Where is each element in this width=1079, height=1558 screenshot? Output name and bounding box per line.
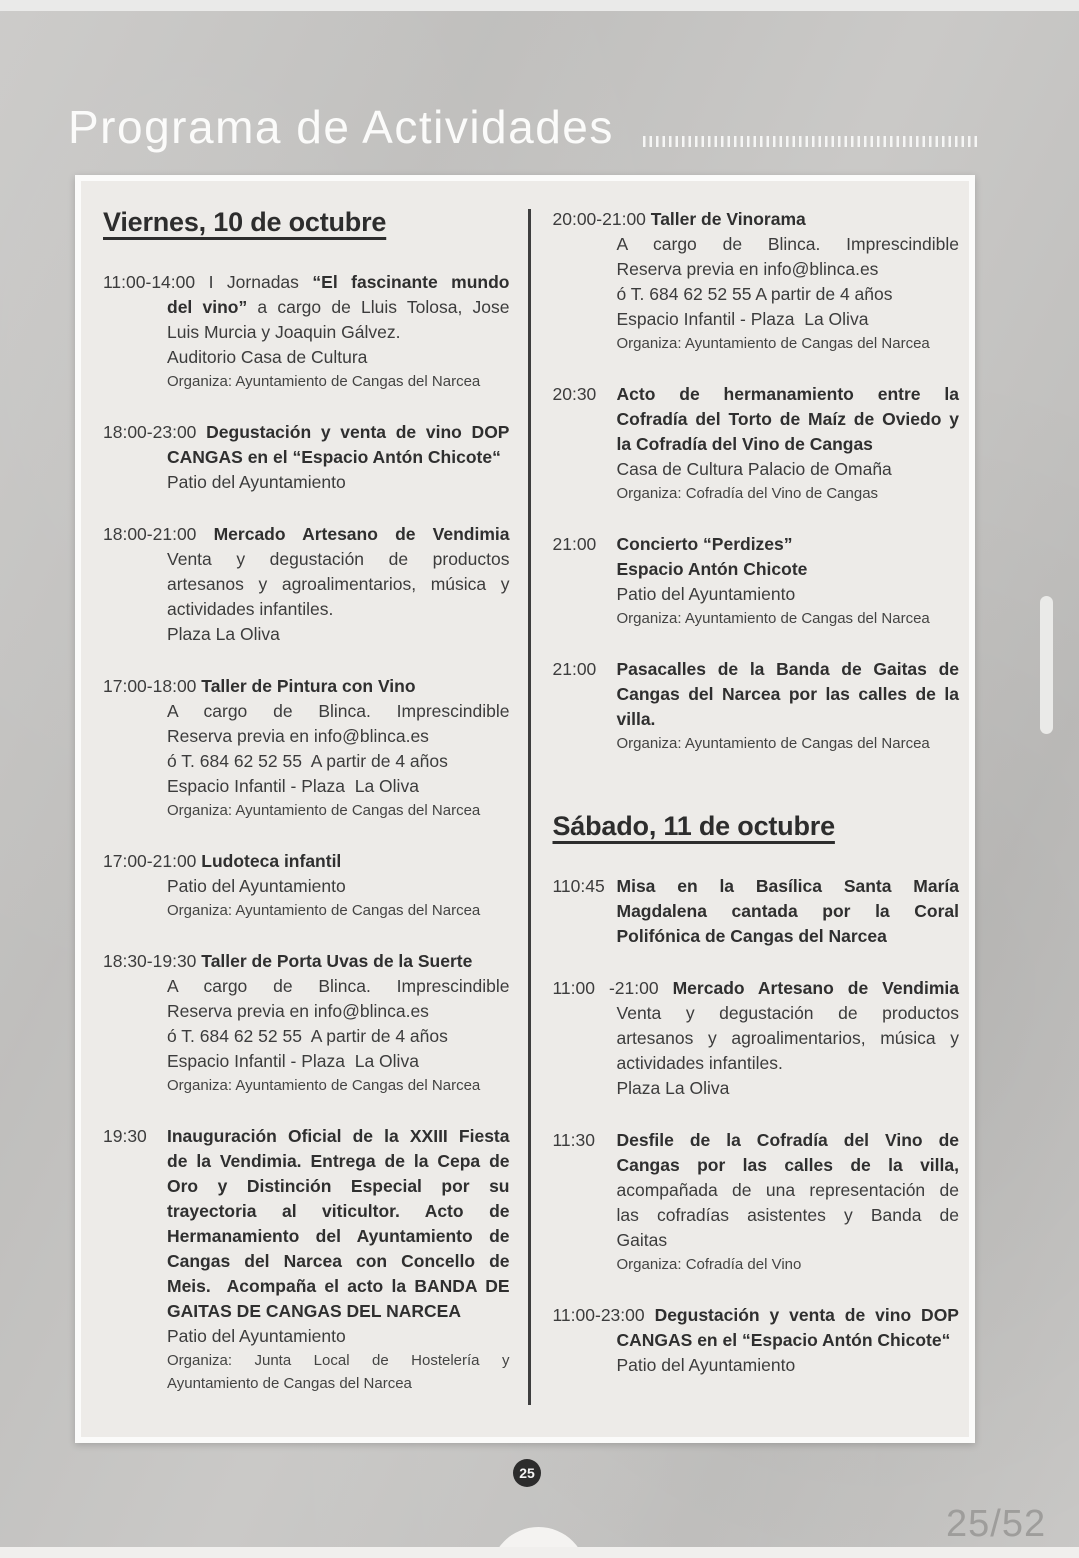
event-line: CANGAS en el “Espacio Antón Chicote“	[167, 447, 501, 467]
event-organiza-line: Organiza: Ayuntamiento de Cangas del Narcea	[167, 902, 481, 919]
event-first-line	[103, 849, 510, 874]
event-line: Cangas por las calles de la villa,	[616, 1155, 959, 1175]
event-title-text: “El fascinante mundo	[312, 272, 510, 292]
event-item	[553, 1303, 960, 1378]
event-first-line	[552, 874, 960, 899]
event-first-line	[552, 657, 960, 682]
event-body-text: I Jornadas	[208, 272, 313, 292]
event-title-text: del vino”	[167, 297, 248, 317]
event-line: Cangas del Narcea por las calles de la	[616, 684, 959, 704]
event-first-line	[552, 532, 960, 557]
event-title-text: Inauguración Oficial de la XXIII Fiesta	[167, 1126, 510, 1146]
event-line: Espacio Infantil - Plaza La Oliva	[167, 1051, 419, 1071]
event-title-text: Desfile de la Cofradía del Vino de	[616, 1130, 959, 1150]
event-title-text: Taller de Pintura con Vino	[201, 676, 416, 696]
event-first-line	[103, 949, 510, 974]
event-line: Hermanamiento del Ayuntamiento de	[167, 1226, 510, 1246]
event-item	[553, 207, 960, 355]
event-time: 11:00 -21:00	[552, 978, 659, 998]
event-time: 20:00-21:00	[552, 209, 646, 229]
event-item	[553, 657, 960, 755]
event-time: 17:00-21:00	[103, 851, 197, 871]
event-time: 18:30-19:30	[103, 951, 197, 971]
event-item	[553, 382, 960, 505]
event-title-text: Degustación y venta de vino DOP	[654, 1305, 959, 1325]
event-item	[103, 270, 510, 393]
next-page-edge	[0, 1547, 1079, 1558]
day-heading: Sábado, 11 de octubre	[552, 811, 835, 841]
event-organiza-line: Organiza: Cofradía del Vino de Cangas	[616, 485, 879, 502]
event-line: ó T. 684 62 52 55 A partir de 4 años	[167, 1026, 448, 1046]
event-line: Cofradía del Torto de Maíz de Oviedo y	[616, 409, 959, 429]
event-title-text: Mercado Artesano de Vendimia	[213, 524, 510, 544]
event-organiza-line: Organiza: Ayuntamiento de Cangas del Narcea	[167, 1077, 481, 1094]
event-first-line	[103, 674, 510, 699]
event-time: 11:00-23:00	[552, 1305, 645, 1325]
event-line: ó T. 684 62 52 55 A partir de 4 años	[616, 284, 893, 304]
event-line: artesanos y agroalimentarios, música y	[167, 574, 510, 594]
event-line: Magdalena cantada por la Coral	[616, 901, 959, 921]
event-title-text: Misa en la Basílica Santa María	[616, 876, 959, 896]
event-line: Patio del Ayuntamiento	[616, 1355, 796, 1375]
event-title-text: Taller de Vinorama	[650, 209, 806, 229]
program-columns	[81, 181, 969, 1437]
event-line: Patio del Ayuntamiento	[167, 876, 346, 896]
page-title: Programa de Actividades	[68, 101, 614, 153]
event-line: A cargo de Blinca. Imprescindible	[167, 701, 510, 721]
event-title-text: Mercado Artesano de Vendimia	[672, 978, 959, 998]
event-line: villa.	[616, 709, 656, 729]
event-time: 11:00-14:00	[103, 272, 196, 292]
event-first-line	[103, 1124, 510, 1149]
event-line: Reserva previa en info@blinca.es	[616, 259, 879, 279]
event-item	[103, 420, 510, 495]
event-first-line	[103, 522, 510, 547]
event-time: 18:00-21:00	[103, 524, 197, 544]
event-line: ó T. 684 62 52 55 A partir de 4 años	[167, 751, 448, 771]
event-item	[103, 522, 510, 647]
event-first-line	[552, 207, 960, 232]
event-line: Patio del Ayuntamiento	[167, 472, 346, 492]
event-organiza-line: Organiza: Junta Local de Hostelería y	[167, 1352, 510, 1369]
event-line: Espacio Infantil - Plaza La Oliva	[167, 776, 419, 796]
event-item	[553, 874, 960, 949]
event-line: las cofradías asistentes y Banda de	[616, 1205, 959, 1225]
event-line: Oro y Distinción Especial por su	[167, 1176, 510, 1196]
event-line: Patio del Ayuntamiento	[167, 1326, 346, 1346]
event-first-line	[552, 1128, 960, 1153]
top-page-edge	[0, 0, 1079, 11]
event-line: artesanos y agroalimentarios, música y	[616, 1028, 959, 1048]
event-line: Polifónica de Cangas del Narcea	[616, 926, 887, 946]
event-first-line	[103, 420, 510, 445]
event-line: Espacio Antón Chicote	[616, 559, 808, 579]
event-item	[553, 532, 960, 630]
day-heading: Viernes, 10 de octubre	[103, 207, 387, 237]
event-line: actividades infantiles.	[616, 1053, 783, 1073]
event-line: Plaza La Oliva	[616, 1078, 730, 1098]
event-first-line	[552, 382, 960, 407]
event-line	[167, 295, 510, 320]
event-time: 17:00-18:00	[103, 676, 197, 696]
event-line: Luis Murcia y Joaquin Gálvez.	[167, 322, 401, 342]
event-body-text: a cargo de Lluis Tolosa, Jose	[247, 297, 510, 317]
event-time: 20:30	[552, 384, 597, 404]
event-line: Gaitas	[616, 1230, 668, 1250]
event-line: Plaza La Oliva	[167, 624, 280, 644]
event-line: de la Vendimia. Entrega de la Cepa de	[167, 1151, 510, 1171]
event-first-line	[103, 270, 510, 295]
event-line: Casa de Cultura Palacio de Omaña	[616, 459, 892, 479]
event-line: trayectoria al viticultor. Acto de	[167, 1201, 510, 1221]
event-line: A cargo de Blinca. Imprescindible	[167, 976, 510, 996]
event-title-text: Degustación y venta de vino DOP	[206, 422, 510, 442]
event-organiza-line: Organiza: Ayuntamiento de Cangas del Narcea	[167, 802, 481, 819]
title-dotted-rule	[643, 136, 977, 147]
event-line: Reserva previa en info@blinca.es	[167, 726, 429, 746]
event-line: la Cofradía del Vino de Cangas	[616, 434, 873, 454]
event-time: 11:30	[552, 1130, 595, 1150]
event-line: acompañada de una representación de	[616, 1180, 959, 1200]
scrollbar-thumb[interactable]	[1040, 596, 1053, 734]
event-title-text: Taller de Porta Uvas de la Suerte	[201, 951, 473, 971]
event-line: A cargo de Blinca. Imprescindible	[616, 234, 959, 254]
event-time: 21:00	[552, 659, 597, 679]
event-title-text: Pasacalles de la Banda de Gaitas de	[616, 659, 959, 679]
event-time: 110:45	[552, 876, 605, 896]
event-organiza-line: Organiza: Ayuntamiento de Cangas del Narcea	[616, 610, 930, 627]
event-item	[553, 976, 960, 1101]
event-item	[103, 849, 510, 922]
event-item	[103, 674, 510, 822]
event-item	[103, 949, 510, 1097]
event-line: Patio del Ayuntamiento	[616, 584, 796, 604]
event-organiza-line: Organiza: Ayuntamiento de Cangas del Narcea	[616, 335, 930, 352]
event-time: 21:00	[552, 534, 597, 554]
document-page	[75, 175, 975, 1443]
event-line: CANGAS en el “Espacio Antón Chicote“	[616, 1330, 951, 1350]
event-line: Cangas del Narcea con Concello de	[167, 1251, 510, 1271]
event-line: Venta y degustación de productos	[167, 549, 510, 569]
event-title-text: Concierto “Perdizes”	[616, 534, 793, 554]
event-line: Espacio Infantil - Plaza La Oliva	[616, 309, 869, 329]
column-left	[81, 181, 528, 1437]
event-first-line	[552, 1303, 960, 1328]
event-organiza-line: Organiza: Ayuntamiento de Cangas del Narcea	[616, 735, 930, 752]
event-item	[103, 1124, 510, 1395]
event-line: actividades infantiles.	[167, 599, 334, 619]
event-line: Auditorio Casa de Cultura	[167, 347, 368, 367]
page-indicator: 25/52	[946, 1503, 1047, 1545]
event-line: Reserva previa en info@blinca.es	[167, 1001, 429, 1021]
event-line: Meis. Acompaña el acto la BANDA DE	[167, 1276, 510, 1296]
event-organiza-line: Ayuntamiento de Cangas del Narcea	[167, 1375, 412, 1392]
event-title-text: Acto de hermanamiento entre la	[616, 384, 959, 404]
event-time: 18:00-23:00	[103, 422, 197, 442]
event-title-text: Ludoteca infantil	[201, 851, 342, 871]
column-right	[531, 181, 970, 1437]
event-organiza-line: Organiza: Cofradía del Vino	[616, 1256, 802, 1273]
page-number-badge: 25	[513, 1459, 541, 1487]
event-line: Venta y degustación de productos	[616, 1003, 959, 1023]
event-organiza-line: Organiza: Ayuntamiento de Cangas del Narcea	[167, 373, 481, 390]
event-time: 19:30	[103, 1126, 147, 1146]
event-line: GAITAS DE CANGAS DEL NARCEA	[167, 1301, 461, 1321]
event-first-line	[552, 976, 960, 1001]
event-item	[553, 1128, 960, 1276]
